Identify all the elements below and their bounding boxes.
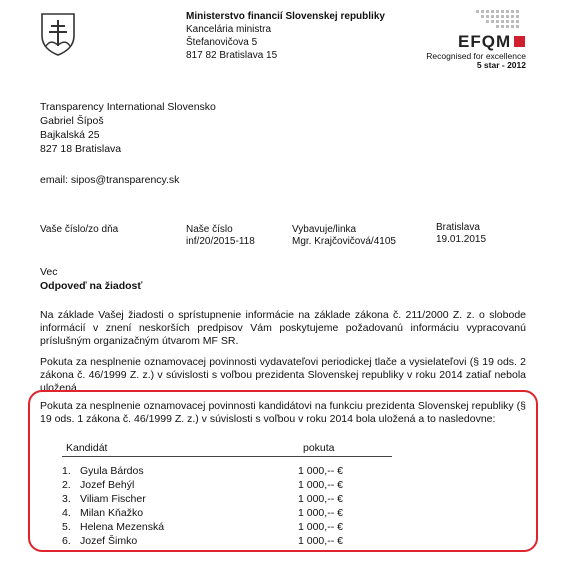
column-header-fine: pokuta (303, 442, 335, 454)
ministry-city: 817 82 Bratislava 15 (186, 50, 278, 61)
fine-amount: 1 000,-- € (298, 507, 343, 519)
row-number: 1. (62, 465, 71, 477)
row-number: 3. (62, 493, 71, 505)
fine-amount: 1 000,-- € (298, 521, 343, 533)
recipient-person: Gabriel Šípoš (40, 115, 104, 127)
our-ref-label: Naše číslo (186, 224, 233, 235)
candidate-name: Helena Mezenská (80, 521, 165, 533)
handler-label: Vybavuje/linka (292, 224, 357, 235)
recipient-address (40, 100, 216, 156)
subject (40, 265, 142, 293)
table-row (40, 535, 380, 549)
efqm-stars: 5 star - 2012 (476, 60, 526, 70)
candidate-name: Milan Kňažko (80, 507, 144, 519)
recipient-city: 827 18 Bratislava (40, 143, 122, 155)
your-ref (40, 224, 118, 236)
table-row (40, 521, 380, 535)
column-header-candidate: Kandidát (66, 442, 108, 454)
candidate-name: Jozef Behýl (80, 479, 135, 491)
ministry-street: Štefanovičova 5 (186, 37, 258, 48)
candidate-name: Gyula Bárdos (80, 465, 144, 477)
candidate-name: Viliam Fischer (80, 493, 146, 505)
subject-title: Odpoveď na žiadosť (40, 280, 143, 292)
efqm-recognised: Recognised for excellence (426, 51, 526, 61)
table-row (40, 507, 380, 521)
fine-amount: 1 000,-- € (298, 465, 343, 477)
efqm-logo: EFQM (458, 32, 512, 51)
candidate-name: Jozef Šimko (80, 535, 138, 547)
handler (292, 224, 396, 248)
row-number: 4. (62, 507, 71, 519)
paragraph-1: Na základe Vašej žiadosti o sprístupnenie informácie na základe zákona č. 211/2000 Z. z. o slobode informácií v znení neskorších predpisov Vám poskytujeme požadovanú informáciu vypracovanú príslušným organizačným útvarom MF SR. (40, 309, 526, 347)
row-number: 2. (62, 479, 71, 491)
place-date (436, 222, 486, 246)
your-ref-label: Vaše číslo/zo dňa (40, 224, 119, 235)
efqm-badge (418, 10, 528, 72)
table-row (40, 465, 380, 479)
row-number: 6. (62, 535, 71, 547)
row-number: 5. (62, 521, 71, 533)
ministry-office: Kancelária ministra (186, 24, 272, 35)
subject-label: Vec (40, 266, 58, 278)
table-row (40, 479, 380, 493)
our-ref (186, 224, 255, 248)
ministry-name: Ministerstvo financií Slovenskej republiky (186, 11, 385, 22)
table-row (40, 493, 380, 507)
recipient-email: email: sipos@transparency.sk (40, 174, 180, 186)
place: Bratislava (436, 222, 480, 233)
efqm-red-square (514, 36, 525, 47)
paragraph-3: Pokuta za nesplnenie oznamovacej povinnosti kandidátovi na funkciu prezidenta Slovenskej republiky (§ 19 ods. 1 zákona č. 46/1999 Z. z.) v súvislosti s voľbou v roku 2014 bola uložená a to nasledovne: (40, 400, 526, 425)
letterhead (186, 10, 385, 62)
handler-value: Mgr. Krajčovičová/4105 (292, 236, 396, 247)
header-underline (62, 456, 392, 457)
our-ref-value: inf/20/2015-118 (186, 236, 255, 247)
fine-amount: 1 000,-- € (298, 535, 343, 547)
date: 19.01.2015 (436, 234, 487, 245)
paragraph-2: Pokuta za nesplnenie oznamovacej povinnosti vydavateľovi periodickej tlače a vysielateľovi (§ 19 ods. 2 zákona č. 46/1999 Z. z.) v súvislosti s voľbou prezidenta Slovenskej republiky v roku 2014 zatiaľ nebola uložená. (40, 356, 526, 394)
coat-of-arms-icon (40, 12, 76, 56)
efqm-grid-icon (476, 10, 526, 30)
fine-amount: 1 000,-- € (298, 479, 343, 491)
fine-amount: 1 000,-- € (298, 493, 343, 505)
recipient-org: Transparency International Slovensko (40, 101, 216, 113)
recipient-street: Bajkalská 25 (40, 129, 100, 141)
